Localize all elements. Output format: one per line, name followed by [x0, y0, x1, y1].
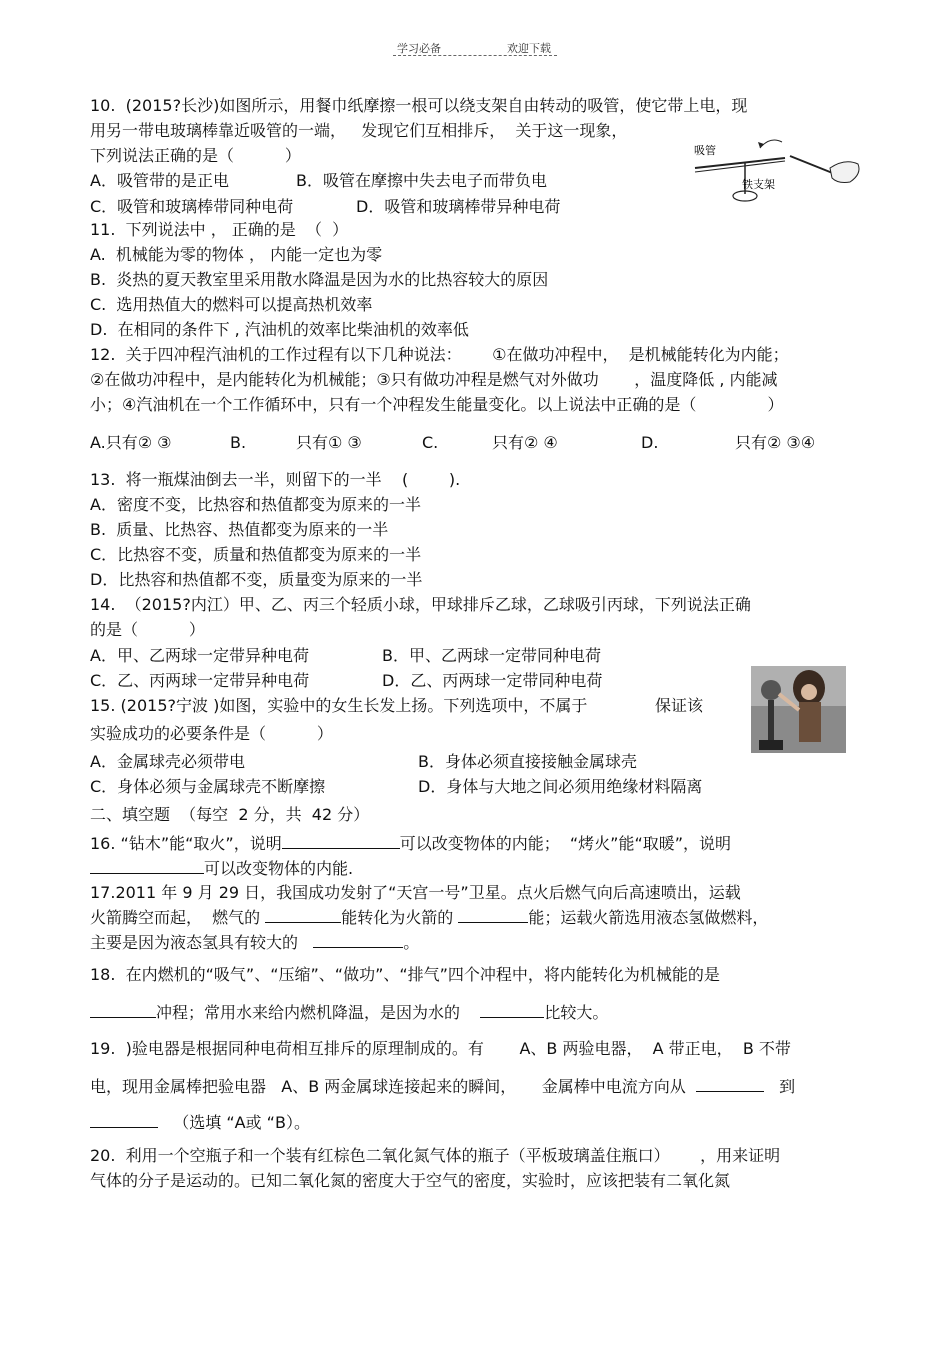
q17-line2-end: 能；运载火箭选用液态氢做燃料，	[528, 908, 769, 927]
q12-line2: ②在做功冲程中，是内能转化为机械能；③只有做功冲程是燃气对外做功 ，温度降低 , 内能减	[90, 370, 778, 389]
q12-option-c: 只有② ④	[492, 433, 558, 452]
straw-diagram	[690, 128, 870, 210]
q18-line1: 18. 在内燃机的“吸气”、“压缩”、“做功”、“排气”四个冲程中，将内能转化为机械能的是	[90, 965, 720, 984]
q12-line3: 小；④汽油机在一个工作循环中，只有一个冲程发生能量变化。以上说法中正确的是（ ）	[90, 395, 784, 414]
q12-option-b: 只有① ③	[296, 433, 362, 452]
q12-option-c-label: C.	[422, 433, 439, 452]
q11-option-c: C. 选用热值大的燃料可以提高热机效率	[90, 295, 373, 314]
q18-line2	[90, 1003, 608, 1023]
q16-line2-end: 可以改变物体的内能.	[204, 859, 354, 878]
q10-option-c: C．吸管和玻璃棒带同种电荷	[90, 197, 294, 216]
q15-option-a: A．金属球壳必须带电	[90, 752, 245, 771]
q17-blank2[interactable]	[458, 908, 528, 923]
q10-line1: 10. (2015?长沙)如图所示，用餐巾纸摩擦一根可以绕支架自由转动的吸管，使它带上电，现	[90, 96, 748, 115]
q18-blank2[interactable]	[480, 1003, 544, 1018]
q12-option-b-label: B.	[230, 433, 247, 452]
q17-line1: 17.2011 年 9 月 29 日，我国成功发射了“天宫一号”卫星。点火后燃气向后高速喷出，运载	[90, 883, 741, 902]
q17-line2-start: 火箭腾空而起， 燃气的	[90, 908, 261, 927]
q14-option-b: B．甲、乙两球一定带同种电荷	[382, 646, 601, 665]
q19-line2-end: 到	[779, 1077, 796, 1096]
q14-option-c: C．乙、丙两球一定带异种电荷	[90, 671, 310, 690]
q15-option-d: D．身体与大地之间必须用绝缘材料隔离	[418, 777, 703, 796]
q16-line2	[90, 859, 353, 879]
q13-option-c: C．比热容不变，质量和热值都变为原来的一半	[90, 545, 422, 564]
q13-option-d: D．比热容和热值都不变，质量变为原来的一半	[90, 570, 423, 589]
stand-label: 铁支架	[742, 178, 775, 191]
q13-option-b: B. 质量、比热容、热值都变为原来的一半	[90, 520, 389, 539]
q15-line1b: 保证该	[655, 696, 704, 715]
q19-blank2[interactable]	[90, 1113, 158, 1128]
section-heading: 二、填空题 （每空 2 分，共 42 分）	[90, 805, 370, 824]
q15-line2: 实验成功的必要条件是（ ）	[90, 724, 333, 743]
q17-blank1[interactable]	[265, 908, 341, 923]
q10-option-b: B．吸管在摩擦中失去电子而带负电	[296, 171, 547, 190]
q11-option-a: A. 机械能为零的物体 ， 内能一定也为零	[90, 245, 383, 264]
q14-line2: 的是（ ）	[90, 620, 205, 639]
q16-line1-end: 可以改变物体的内能； “烤火”能“取暖”，说明	[399, 834, 732, 853]
q17-line3-end: 。	[403, 933, 420, 952]
q19-line3	[90, 1113, 310, 1133]
header-left: 学习必备	[397, 42, 441, 55]
header-right: 欢迎下载	[507, 42, 551, 55]
q15-option-b: B．身体必须直接接触金属球壳	[418, 752, 637, 771]
q12-option-d: 只有② ③④	[735, 433, 816, 452]
q18-blank1[interactable]	[90, 1003, 156, 1018]
q17-line2	[90, 908, 768, 928]
q12-option-d-label: D.	[641, 433, 659, 452]
page-header	[0, 40, 950, 60]
q12-line1: 12. 关于四冲程汽油机的工作过程有以下几种说法： ①在做功冲程中， 是机械能转化为内能；	[90, 345, 789, 364]
q11-option-d: D. 在相同的条件下 , 汽油机的效率比柴油机的效率低	[90, 320, 469, 339]
q17-line2-mid: 能转化为火箭的	[341, 908, 454, 927]
q16-line1-start: 16. “钻木”能“取火”，说明	[90, 834, 282, 853]
q18-line2-mid: 冲程；常用水来给内燃机降温，是因为水的	[156, 1003, 461, 1022]
q19-line2	[90, 1077, 795, 1097]
q16-line1	[90, 834, 731, 854]
q11-option-b: B. 炎热的夏天教室里采用散水降温是因为水的比热容较大的原因	[90, 270, 549, 289]
q14-option-a: A．甲、乙两球一定带异种电荷	[90, 646, 309, 665]
q17-blank3[interactable]	[313, 933, 403, 948]
q12-option-a: A.只有② ③	[90, 433, 172, 452]
q19-blank1[interactable]	[696, 1077, 764, 1092]
hair-photo	[751, 666, 846, 753]
q15-option-c: C．身体必须与金属球壳不断摩擦	[90, 777, 326, 796]
q19-line1: 19. )验电器是根据同种电荷相互排斥的原理制成的。有 A、B 两验电器， A 带正电， B 不带	[90, 1039, 791, 1058]
q10-option-d: D．吸管和玻璃棒带异种电荷	[356, 197, 561, 216]
q14-option-d: D．乙、丙两球一定带同种电荷	[382, 671, 603, 690]
q19-line3-end: （选填 “A或 “B）。	[173, 1113, 310, 1132]
q16-blank1[interactable]	[282, 834, 400, 849]
q20-line2: 气体的分子是运动的。已知二氧化氮的密度大于空气的密度，实验时，应该把装有二氧化氮	[90, 1171, 731, 1190]
q17-line3	[90, 933, 419, 953]
q13-option-a: A．密度不变，比热容和热值都变为原来的一半	[90, 495, 421, 514]
q16-blank2[interactable]	[90, 859, 204, 874]
q18-line2-end: 比较大。	[544, 1003, 609, 1022]
q14-line1: 14. （2015?内江）甲、乙、丙三个轻质小球，甲球排斥乙球，乙球吸引丙球，下列说法正确	[90, 595, 751, 614]
straw-figure	[690, 128, 870, 210]
q10-option-a: A．吸管带的是正电	[90, 171, 229, 190]
straw-label: 吸管	[694, 144, 716, 157]
q10-line3: 下列说法正确的是（ ）	[90, 146, 301, 165]
q17-line3-start: 主要是因为液态氢具有较大的	[90, 933, 299, 952]
q19-line2-start: 电，现用金属棒把验电器 A、B 两金属球连接起来的瞬间， 金属棒中电流方向从	[90, 1077, 686, 1096]
hair-photo-image	[751, 666, 846, 753]
q20-line1: 20. 利用一个空瓶子和一个装有红棕色二氧化氮气体的瓶子（平板玻璃盖住瓶口） ，用来证明	[90, 1146, 781, 1165]
q11-line1: 11. 下列说法中 ， 正确的是 （ ）	[90, 220, 349, 239]
q10-line2: 用另一带电玻璃棒靠近吸管的一端， 发现它们互相排斥， 关于这一现象，	[90, 121, 628, 140]
q15-line1a: 15. (2015?宁波 )如图，实验中的女生长发上扬。下列选项中，不属于	[90, 696, 588, 715]
header-divider	[393, 55, 557, 56]
q13-line1: 13. 将一瓶煤油倒去一半，则留下的一半 ( ).	[90, 470, 461, 489]
